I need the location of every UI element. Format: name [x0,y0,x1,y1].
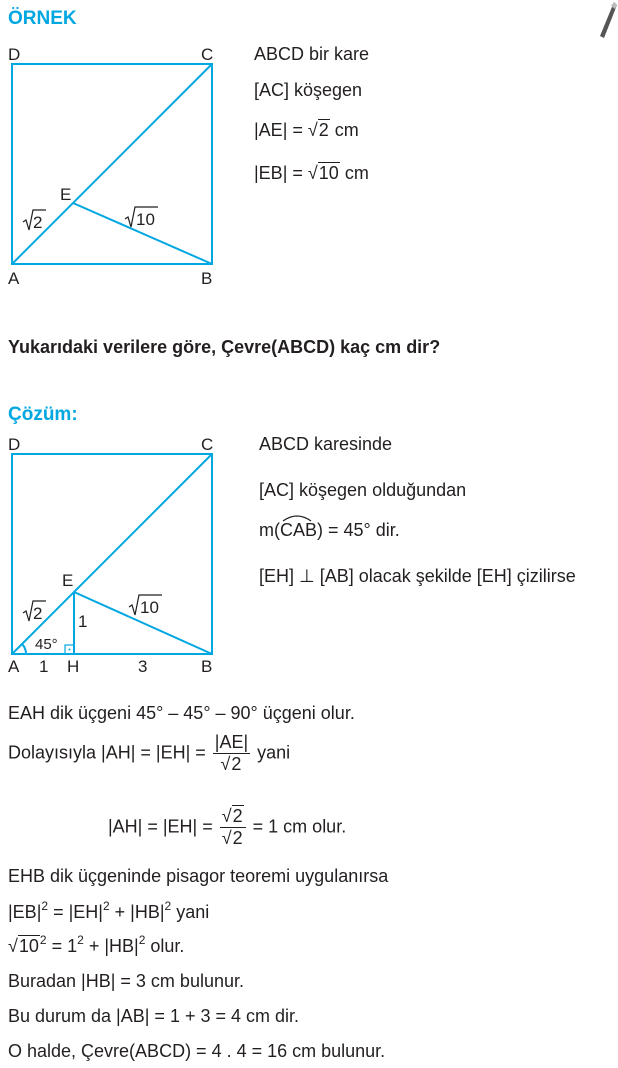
step-1: EAH dik üçgeni 45° – 45° – 90° üçgeni olur. [8,703,355,723]
label-b: B [201,269,213,288]
label-c: C [201,45,214,64]
note-angle: m( CAB) = 45° dir. [259,520,400,541]
label-a: A [8,269,20,288]
label-d: D [8,45,21,64]
arc-hat-icon [282,514,312,522]
diagonal-ac-2 [12,454,212,654]
right-angle-dot [69,649,71,651]
note-height: [EH] ⊥ [AB] olacak şekilde [EH] çizilirse [259,566,576,586]
label-three: 3 [138,657,148,676]
angle-arc [22,644,26,654]
given-ae: |AE| = √2 cm [254,120,359,140]
label-e: E [60,185,72,204]
step-7: Buradan |HB| = 3 cm bulunur. [8,971,244,991]
given-square: ABCD bir kare [254,44,370,64]
question-text: Yukarıdaki verilere göre, Çevre(ABCD) kaç cm dir? [8,337,441,357]
label-angle: 45° [35,636,58,653]
label-b-2: B [201,657,213,676]
svg-text:2: 2 [33,213,43,232]
step-4: EHB dik üçgeninde pisagor teoremi uygulanırsa [8,866,389,886]
svg-text:10: 10 [136,210,155,229]
step-3: |AH| = |EH| = $\frac{√2}{√2}$ = 1 cm olur. [108,806,347,848]
given-eb: |EB| = √10 cm [254,163,369,183]
label-c-2: C [201,435,214,454]
solution-title: Çözüm: [8,404,78,425]
note-square: ABCD karesinde [259,434,393,454]
label-h: H [67,657,80,676]
step-6: $√10^2 = 1^2 + |HB|^2$ olur. [8,933,185,956]
given-diagonal: [AC] köşegen [254,80,363,100]
step-2: Dolayısıyla |AH| = |EH| = $\frac{|AE|}{√2}$ yani [8,732,291,774]
step-8: Bu durum da |AB| = 1 + 3 = 4 cm dir. [8,1006,300,1026]
label-sqrt2-2 [23,601,46,623]
label-sqrt10-2 [129,595,162,617]
step-5: $|EB|^2 = |EH|^2 + |HB|^2$ yani [8,899,210,922]
label-e-2: E [62,571,74,590]
label-a-2: A [8,657,20,676]
label-one-v: 1 [78,612,88,631]
svg-text:10: 10 [140,598,159,617]
label-d-2: D [8,435,21,454]
example-title: ÖRNEK [8,8,77,29]
step-9: O halde, Çevre(ABCD) = 4 . 4 = 16 cm bulunur. [8,1041,386,1061]
label-one-h: 1 [39,657,49,676]
note-diagonal: [AC] köşegen olduğundan [259,480,467,500]
svg-text:2: 2 [33,604,43,623]
